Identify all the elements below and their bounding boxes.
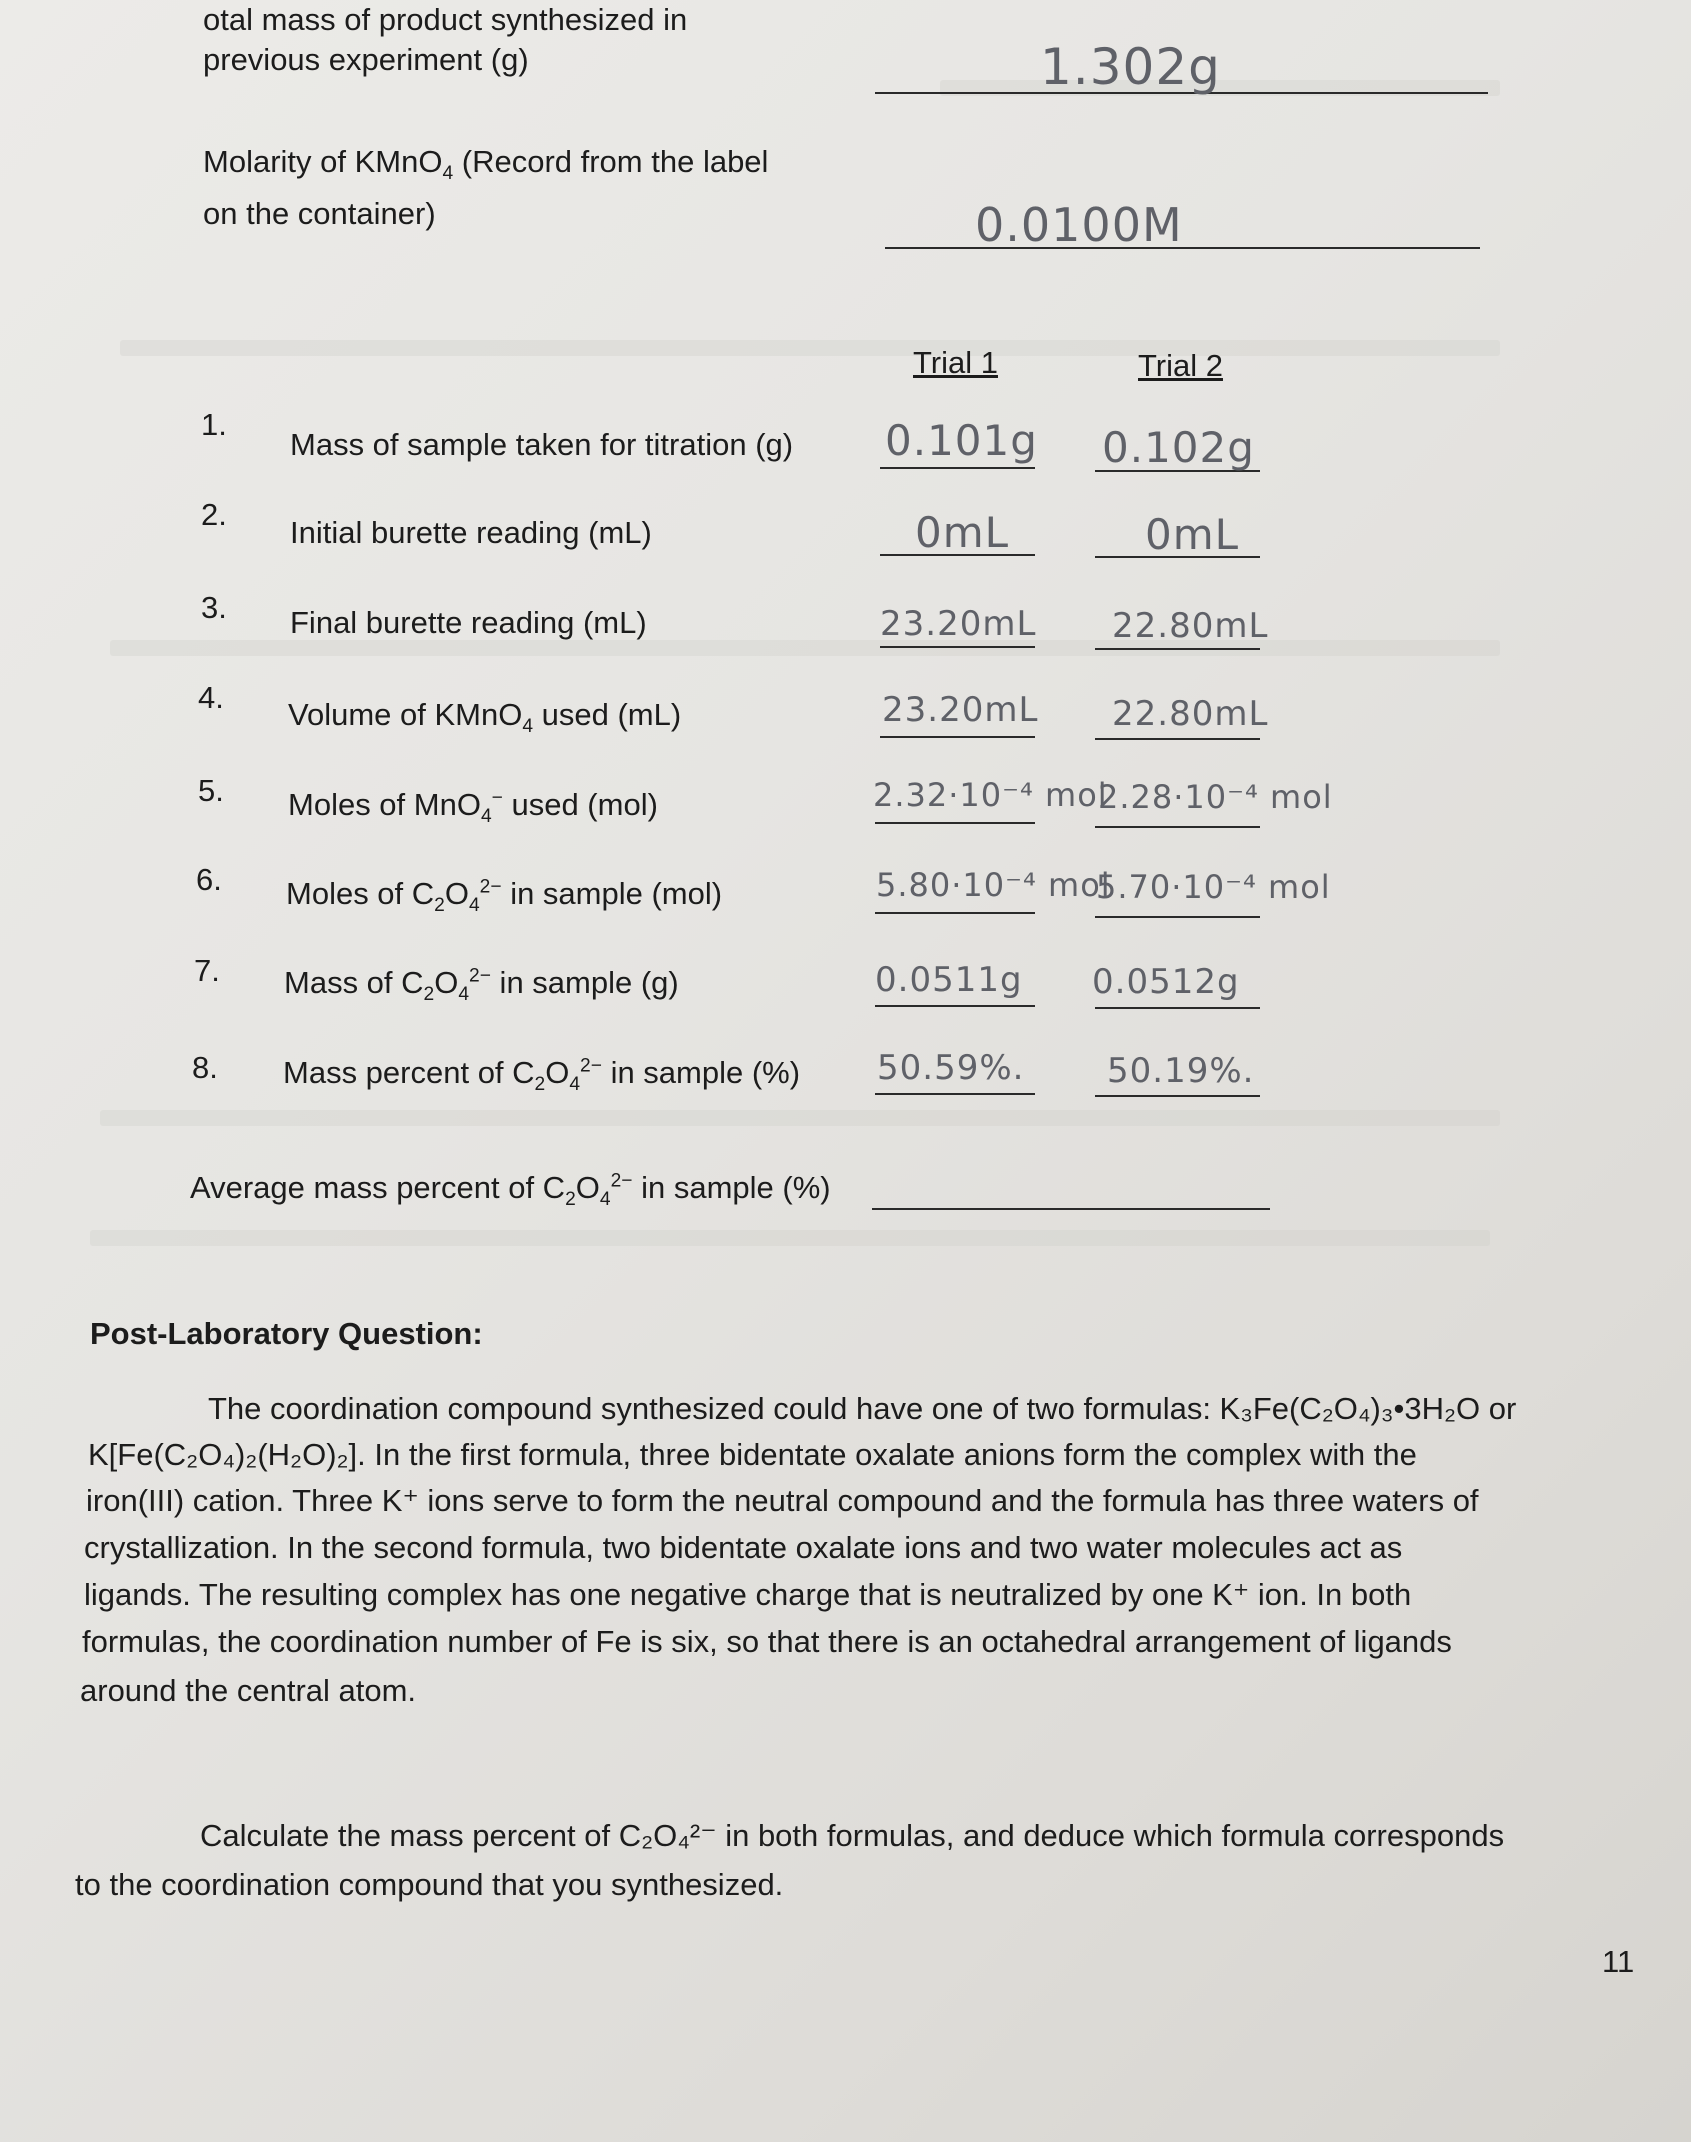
row-3-number: 3. (201, 590, 227, 625)
product-mass-value: 1.302g (1040, 38, 1221, 96)
row-3-trial2-line (1095, 648, 1260, 650)
row-5-label: Moles of MnO$_4$− used (mol) (288, 787, 658, 828)
bleed-through-text (120, 340, 1500, 356)
bleed-through-text (100, 1110, 1500, 1126)
row-5-trial2-value: 2.28·10⁻⁴ mol (1098, 778, 1333, 816)
row-7-trial2-value: 0.0512g (1092, 962, 1240, 1002)
post-lab-paragraph-line: ligands. The resulting complex has one negative charge that is neutralized by one K⁺ ion. In both (84, 1577, 1412, 1612)
row-4-trial1-value: 23.20mL (882, 690, 1039, 730)
row-6-trial2-line (1095, 916, 1260, 918)
molarity-label-line2: on the container) (203, 196, 436, 231)
post-lab-question-line: Calculate the mass percent of C₂O₄²⁻ in both formulas, and deduce which formula corresponds (200, 1818, 1505, 1853)
post-lab-paragraph-line: The coordination compound synthesized could have one of two formulas: K₃Fe(C₂O₄)₃•3H₂O or (208, 1391, 1517, 1426)
row-2-trial1-value: 0mL (915, 508, 1010, 557)
post-lab-heading: Post-Laboratory Question: (90, 1316, 483, 1351)
post-lab-paragraph-line: around the central atom. (80, 1673, 417, 1708)
average-underline (872, 1208, 1270, 1210)
row-7-trial1-line (875, 1005, 1035, 1007)
product-mass-label-line2: previous experiment (g) (203, 42, 529, 77)
row-3-label: Final burette reading (mL) (290, 605, 647, 640)
page-number: 11 (1602, 1944, 1635, 1979)
row-6-trial1-value: 5.80·10⁻⁴ mol (876, 866, 1111, 904)
row-8-label: Mass percent of $C_2O_4^{2-}$ in sample (%) (283, 1055, 801, 1096)
row-1-trial2-value: 0.102g (1102, 423, 1255, 472)
row-1-label: Mass of sample taken for titration (g) (290, 427, 794, 462)
row-3-trial1-value: 23.20mL (880, 604, 1037, 644)
product-mass-label-line1: otal mass of product synthesized in (203, 2, 688, 37)
average-label: Average mass percent of $C_2O_4^{2-}$ in sample (%) (190, 1170, 831, 1211)
row-1-trial1-line (880, 467, 1035, 469)
row-2-number: 2. (201, 497, 227, 532)
post-lab-paragraph-line: iron(III) cation. Three K⁺ ions serve to form the neutral compound and the formula has three waters of (86, 1483, 1479, 1518)
row-5-trial1-line (875, 822, 1035, 824)
post-lab-paragraph-line: K[Fe(C₂O₄)₂(H₂O)₂]. In the first formula, three bidentate oxalate anions form the complex with the (88, 1437, 1417, 1472)
row-4-trial1-line (880, 736, 1035, 738)
row-4-number: 4. (198, 680, 224, 715)
row-8-number: 8. (192, 1050, 218, 1085)
bleed-through-text (90, 1230, 1490, 1246)
row-8-trial2-line (1095, 1095, 1260, 1097)
post-lab-paragraph-line: crystallization. In the second formula, two bidentate oxalate ions and two water molecules act as (84, 1530, 1403, 1565)
row-7-number: 7. (194, 953, 220, 988)
row-6-label: Moles of $C_2O_4^{2-}$ in sample (mol) (286, 876, 723, 917)
row-8-trial1-value: 50.59%. (877, 1048, 1025, 1088)
row-1-number: 1. (201, 407, 227, 442)
trial-2-header: Trial 2 (1138, 348, 1223, 383)
post-lab-question-line: to the coordination compound that you synthesized. (75, 1867, 784, 1902)
row-7-label: Mass of $C_2O_4^{2-}$ in sample (g) (284, 965, 679, 1006)
molarity-value: 0.0100M (975, 198, 1183, 252)
row-3-trial2-value: 22.80mL (1112, 606, 1269, 646)
trial-1-header: Trial 1 (913, 345, 998, 380)
row-3-trial1-line (880, 646, 1035, 648)
row-1-trial1-value: 0.101g (885, 416, 1038, 465)
row-7-trial1-value: 0.0511g (875, 960, 1023, 1000)
molarity-label-line1: Molarity of KMnO$_4$ (Record from the label (203, 144, 769, 185)
row-8-trial2-value: 50.19%. (1107, 1051, 1255, 1091)
row-5-trial2-line (1095, 826, 1260, 828)
row-6-trial2-value: 5.70·10⁻⁴ mol (1096, 868, 1331, 906)
post-lab-paragraph-line: formulas, the coordination number of Fe is six, so that there is an octahedral arrangement of ligands (82, 1624, 1452, 1659)
row-2-trial2-value: 0mL (1145, 510, 1240, 559)
row-2-label: Initial burette reading (mL) (290, 515, 652, 550)
row-6-number: 6. (196, 862, 222, 897)
row-7-trial2-line (1095, 1007, 1260, 1009)
row-5-number: 5. (198, 773, 224, 808)
row-4-label: Volume of KMnO$_4$ used (mL) (288, 697, 682, 738)
row-4-trial2-value: 22.80mL (1112, 694, 1269, 734)
row-4-trial2-line (1095, 738, 1260, 740)
row-6-trial1-line (875, 912, 1035, 914)
row-8-trial1-line (875, 1093, 1035, 1095)
bleed-through-text (110, 640, 1500, 656)
row-5-trial1-value: 2.32·10⁻⁴ mol (873, 776, 1108, 814)
